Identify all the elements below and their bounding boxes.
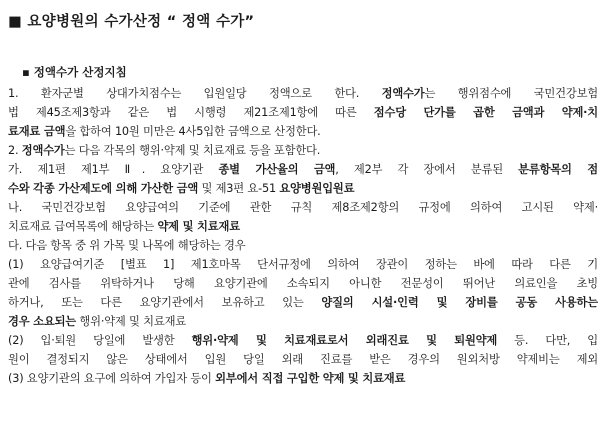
text-line — [8, 84, 598, 103]
text-segment: 행위·약제 및 치료재료 — [76, 315, 186, 328]
text-line — [8, 160, 598, 179]
bold-text: 정액수가 — [381, 87, 425, 100]
text-segment: (1) 요양급여기준 [별표 1] 제1호마목 단서규정에 의하여 장관이 정하는 바에 따라 다른 기 — [8, 258, 598, 271]
bold-text: 점수당 단가를 곱한 금액과 약제·치 — [373, 106, 598, 119]
text-segment: 나. 국민건강보험 요양급여의 기준에 관한 규칙 제8조제2항의 규정에 의하여 고시된 약제· — [8, 201, 598, 214]
body-text — [8, 84, 598, 388]
text-segment: 치료재료 급여목록에 해당하는 — [8, 220, 158, 233]
bold-text: 경우 소요되는 — [8, 315, 77, 328]
bold-text: 약제 및 치료재료 — [157, 220, 240, 233]
text-segment: (2) 입·퇴원 당일에 발생한 — [8, 334, 192, 347]
text-segment: 하거나, 또는 다른 요양기관에서 보유하고 있는 — [8, 296, 322, 309]
text-segment: 는 다음 각목의 행위·약제 및 치료재료 등을 포함한다. — [64, 144, 321, 157]
bold-text: 종별 가산율의 금액 — [218, 163, 336, 176]
text-segment: 1. 환자군별 상대가치점수는 입원일당 정액으로 한다. — [8, 87, 382, 100]
text-line — [8, 198, 598, 217]
text-segment: 등. 다만, 입 — [497, 334, 598, 347]
text-segment: 다. 다음 항목 중 위 가목 및 나목에 해당하는 경우 — [8, 239, 246, 252]
text-line — [8, 369, 598, 388]
text-line — [8, 217, 598, 236]
text-line — [8, 236, 598, 255]
bold-text: 료재료 금액 — [8, 125, 66, 138]
text-segment: 가. 제1편 제1부 Ⅱ. 요양기관 — [8, 163, 219, 176]
text-line — [8, 274, 598, 293]
text-line — [8, 122, 598, 141]
bold-text: 요양병원입원료 — [279, 182, 355, 195]
text-segment: 을 합하여 10원 미만은 4사5입한 금액으로 산정한다. — [65, 125, 321, 138]
bold-text: 정액수가 — [21, 144, 65, 157]
text-segment: 2. — [8, 144, 22, 157]
section-subtitle: ▪ 정액수가 산정지침 — [22, 65, 127, 79]
text-line — [8, 293, 598, 312]
page-title: ■ 요양병원의 수가산정 “ 정액 수가” — [8, 14, 255, 30]
bold-text: 양질의 시설·인력 및 장비를 공동 사용하는 — [321, 296, 598, 309]
text-segment: 원이 결정되지 않은 상태에서 입원 당일 외래 진료를 받은 경우의 원외처방 약제비는 제외 — [8, 353, 598, 366]
bold-text: 수와 각종 가산제도에 의해 가산한 금액 — [8, 182, 199, 195]
text-line — [8, 179, 598, 198]
text-segment: , 제2부 각 장에서 분류된 — [335, 163, 519, 176]
bold-text: 행위·약제 및 치료재료로서 외래진료 및 퇴원약제 — [191, 334, 498, 347]
text-segment: 는 행위점수에 국민건강보험 — [424, 87, 598, 100]
text-line — [8, 350, 598, 369]
text-segment: 및 제3편 요-51 — [198, 182, 280, 195]
text-segment: (3) 요양기관의 요구에 의하여 가입자 등이 — [8, 372, 216, 385]
text-segment: 법 제45조제3항과 같은 법 시행령 제21조제1항에 따른 — [8, 106, 374, 119]
bold-text: 외부에서 직접 구입한 약제 및 치료재료 — [215, 372, 406, 385]
text-line — [8, 103, 598, 122]
text-line — [8, 255, 598, 274]
text-line — [8, 312, 598, 331]
bold-text: 분류항목의 점 — [518, 163, 598, 176]
text-line — [8, 141, 598, 160]
text-line — [8, 331, 598, 350]
text-segment: 관에 검사를 위탁하거나 당해 요양기관에 소속되지 아니한 전문성이 뛰어난 의료인을 초빙 — [8, 277, 598, 290]
